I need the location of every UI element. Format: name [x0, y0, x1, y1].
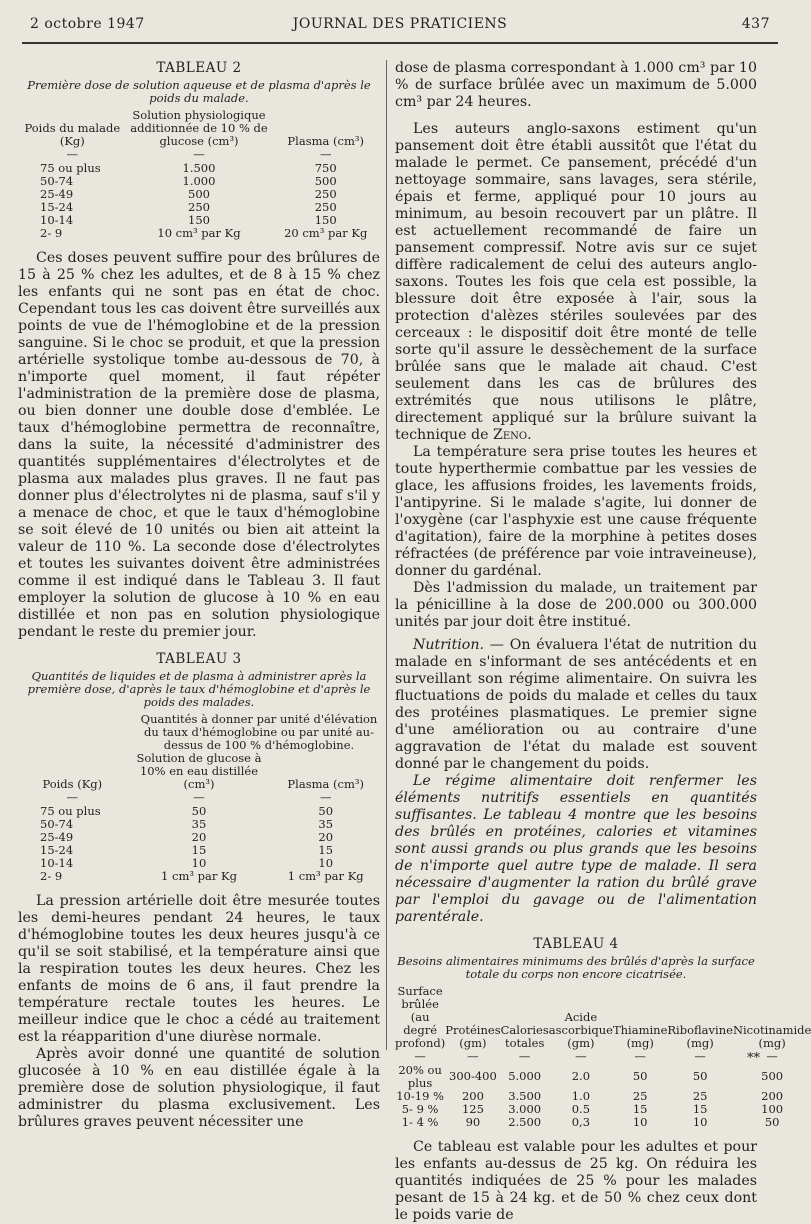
table2-col2: Solution physiologique additionnée de 10 % de glucose (cm³) — [130, 107, 268, 148]
table-row: 15-24 15 15 — [40, 842, 334, 857]
header-date: 2 octobre 1947 — [30, 16, 145, 32]
table4-caption: Besoins alimentaires minimums des brûlés d'après la surface totale du corps non encore cicatrisée. — [397, 953, 755, 981]
paragraph: Nutrition. — On évaluera l'état de nutrition du malade en s'informant de ses antécédents et en surveillant son régime alimentaire. On suivra les fluctuations de poids du malade et celles du taux des protéines plasmatiques. Le premier signe d'une amélioration ou au contraire d'une aggravation de l'état du malade est souvent donné par le changement du poids. — [395, 637, 757, 772]
table-row: 15-24 250 250 — [40, 199, 337, 214]
table4-header: Protéines (gm) — [445, 1022, 501, 1050]
table-row: 10-14 10 10 — [40, 855, 334, 870]
paragraph: Ces doses peuvent suffire pour des brûlures de 15 à 25 % chez les adultes, et de 8 à 15 % chez les enfants qui ne sont pas en état de choc. Cependant tous les cas doivent être surveillés aux points de vue de l'hémoglobine et de la pression sanguine. Si le choc se produit, et que la pression artérielle systolique tombe au-dessous de 70, à n'importe quel moment, il faut répéter l'administration de la première dose de plasma, ou bien donner une double dose d'emblée. Le taux d'hémoglobine permettra de reconnaître, dans la suite, la nécessité d'administrer des quantités supplémentaires d'électrolytes et de plasma aux malades plus graves. Il ne faut pas donner plus d'électrolytes ni de plasma, sauf s'il y a menace de choc, et que le taux d'hémoglobine se soit élevé de 10 unités ou bien ait atteint la valeur de 110 %. La seconde dose d'électrolytes et toutes les suivantes doivent être administrées comme il est indiqué dans le Tableau 3. Il faut employer la solution de glucose à 10 % en eau distillée et non pas en solution physiologique pendant le reste du premier jour. — [18, 249, 380, 640]
table2-col3: Plasma (cm³) — [287, 133, 364, 148]
paragraph: La température sera prise toutes les heures et toute hyperthermie combattue par les vessies de glace, les affusions froides, les lavements froids, l'antipyrine. Si le malade s'agite, lui donner de l'oxygène (car l'asphyxie est une cause fréquente d'agitation), faire de la morphine à petites doses réfractées (de préférence par voie intraveineuse), donner du gardénal. — [395, 444, 757, 579]
table3-caption: Quantités de liquides et de plasma à administrer après la première dose, d'après le taux d'hémoglobine et d'après le poids des malades. — [27, 668, 371, 709]
table4-header: Calories totales — [500, 1022, 549, 1050]
table-row: 1- 4 % 90 2.500 0,3 10 10 50 — [401, 1114, 780, 1129]
table-row: 2- 9 1 cm³ par Kg 1 cm³ par Kg — [40, 868, 364, 883]
table3-col1: Poids (Kg) — [42, 776, 103, 791]
table4-header: Surface brûlée (au degré profond) — [395, 983, 446, 1050]
table-row: 10-14 150 150 — [40, 212, 337, 227]
footer-mark: ** — [747, 1051, 760, 1066]
paragraph: La pression artérielle doit être mesurée toutes les demi-heures pendant 24 heures, le taux d'hémoglobine toutes les deux heures jusqu'à ce qu'il se soit stabilisé, et la température ainsi que la respiration toutes les deux heures. Chez les enfants de moins de 6 ans, il faut prendre la température rectale toutes les heures. Le meilleur indice que le choc a cédé au traitement est la réapparition d'une diurèse normale. — [18, 892, 380, 1045]
table-row: 5- 9 % 125 3.000 0.5 15 15 100 — [401, 1101, 784, 1116]
header-rule — [22, 42, 778, 44]
table-row: 50-74 1.000 500 — [40, 173, 337, 188]
paragraph: Les auteurs anglo-saxons estiment qu'un pansement doit être établi aussitôt que l'état du malade le permet. Ce pansement, précédé d'un nettoyage sommaire, sans lavages, sera stérile, épais et ferme, appliqué pour 10 jours au minimum, au besoin recouvert par un plâtre. Il est actuellement recommandé de faire un pansement compressif. Notre avis sur ce sujet diffère radicalement de celui des auteurs anglo-saxons. Toutes les fois que cela est possible, la blessure doit être exposée à l'air, sous la protection d'alèzes stériles soulevées par des cerceaux : le dispositif doit être monté de telle sorte qu'il assure le dessèchement de la surface brûlée sans que le malade ait chaud. C'est seulement dans les cas de brûlures des extrémités que nous utilisons le plâtre, directement appliqué sur la brûlure suivant la technique de Zeno. — [395, 121, 757, 443]
table2-col1: Poids du malade (Kg) — [24, 120, 121, 148]
table4-header: Riboflavine (mg) — [667, 1022, 733, 1050]
table4-header: Acide ascorbique (gm) — [548, 1009, 613, 1050]
paragraph: Après avoir donné une quantité de solution glucosée à 10 % en eau distillée égale à la première dose de solution physiologique, il faut administrer du plasma exclusivement. Les brûlures graves peuvent nécessiter une — [18, 1045, 380, 1130]
table-row: 25-49 500 250 — [40, 186, 337, 201]
table4-header: Nicotinamide (mg) — [732, 1022, 811, 1050]
running-header — [30, 16, 770, 38]
paragraph: Le régime alimentaire doit renfermer les éléments nutritifs essentiels en quantités suffisantes. Le tableau 4 montre que les besoins des brûlés en protéines, calories et vitamines sont aussi grands ou plus grands que les besoins de n'importe quel autre type de malade. Il sera nécessaire d'augmenter la ration du brûlé grave par l'emploi du gavage ou de l'alimentation parentérale. — [395, 773, 757, 925]
table3-col3: Plasma (cm³) — [287, 776, 364, 791]
paragraph: dose de plasma correspondant à 1.000 cm³ par 10 % de surface brûlée avec un maximum de 5.000 cm³ par 24 heures. — [395, 60, 757, 110]
section-lead: Nutrition. — [413, 637, 484, 653]
table-row: 75 ou plus 50 50 — [40, 803, 334, 818]
right-column — [395, 60, 811, 1224]
header-page-number: 437 — [741, 16, 770, 32]
paragraph: Ce tableau est valable pour les adultes et pour les enfants au-dessus de 25 kg. On réduira les quantités indiquées de 25 % pour les malades pesant de 15 à 24 kg. et de 50 % chez ceux dont le poids varie de — [395, 1138, 757, 1223]
table2: Poids du malade (Kg) Solution physiologique additionnée de 10 % de glucose (cm³) Plasma (cm³) — — — 75 ou plus 1.500 750 50-74 1.000 500 25-49 500 250 15-24 250 250 10-14 150 150 2- 9 10 cm³ par Kg 20 cm³ par Kg — [18, 109, 380, 240]
table-row: 75 ou plus 1.500 750 — [40, 160, 337, 175]
table-row: 10-19 % 200 3.500 1.0 25 25 200 — [396, 1088, 784, 1103]
table3-subhead: Quantités à donner par unité d'élévation du taux d'hémoglobine ou par unité au-dessus de 100 % d'hémoglobine. — [140, 711, 378, 752]
author-name: Zeno. — [492, 427, 532, 443]
table-row: 2- 9 10 cm³ par Kg 20 cm³ par Kg — [40, 225, 368, 240]
table4: Surface brûlée (au degré profond) Protéines (gm) Calories totales Acide ascorbique (gm) Thiamine (mg) Riboflavine (mg) Nicotinamide (mg) — — — — — — — 20% ou plus 300-400 5.000 2.0 50 50 500 10-19 % 200 3.500 1.0 25 25 200 5- 9 % 125 3.000 0.5 15 15 100 1- 4 % 90 2.500 0,3 10 10 50 — [395, 983, 811, 1129]
table-row: 20% ou plus 300-400 5.000 2.0 50 50 500 — [398, 1062, 784, 1090]
table4-title: TABLEAU 4 — [533, 936, 619, 952]
table3-col2: Solution de glucose à 10% en eau distillée (cm³) — [136, 750, 262, 791]
table-row: 50-74 35 35 — [40, 816, 334, 831]
table-row: 25-49 20 20 — [40, 829, 334, 844]
table2-caption: Première dose de solution aqueuse et de plasma d'après le poids du malade. — [27, 77, 371, 105]
table3-title: TABLEAU 3 — [156, 650, 242, 667]
table2-title: TABLEAU 2 — [156, 60, 242, 76]
left-column — [18, 60, 380, 1131]
column-divider — [386, 60, 387, 1050]
paragraph: Dès l'admission du malade, un traitement par la pénicilline à la dose de 200.000 ou 300.000 unités par jour doit être institué. — [395, 580, 757, 630]
table3: Poids (Kg) Solution de glucose à 10% en eau distillée (cm³) Plasma (cm³) — — — 75 ou plus 50 50 50-74 35 35 25-49 20 20 15-24 15 15 10-14 10 10 2- 9 1 cm³ par Kg 1 cm³ par Kg — [18, 752, 380, 883]
header-journal-title: JOURNAL DES PRATICIENS — [292, 16, 508, 32]
table4-header: Thiamine (mg) — [612, 1022, 668, 1050]
